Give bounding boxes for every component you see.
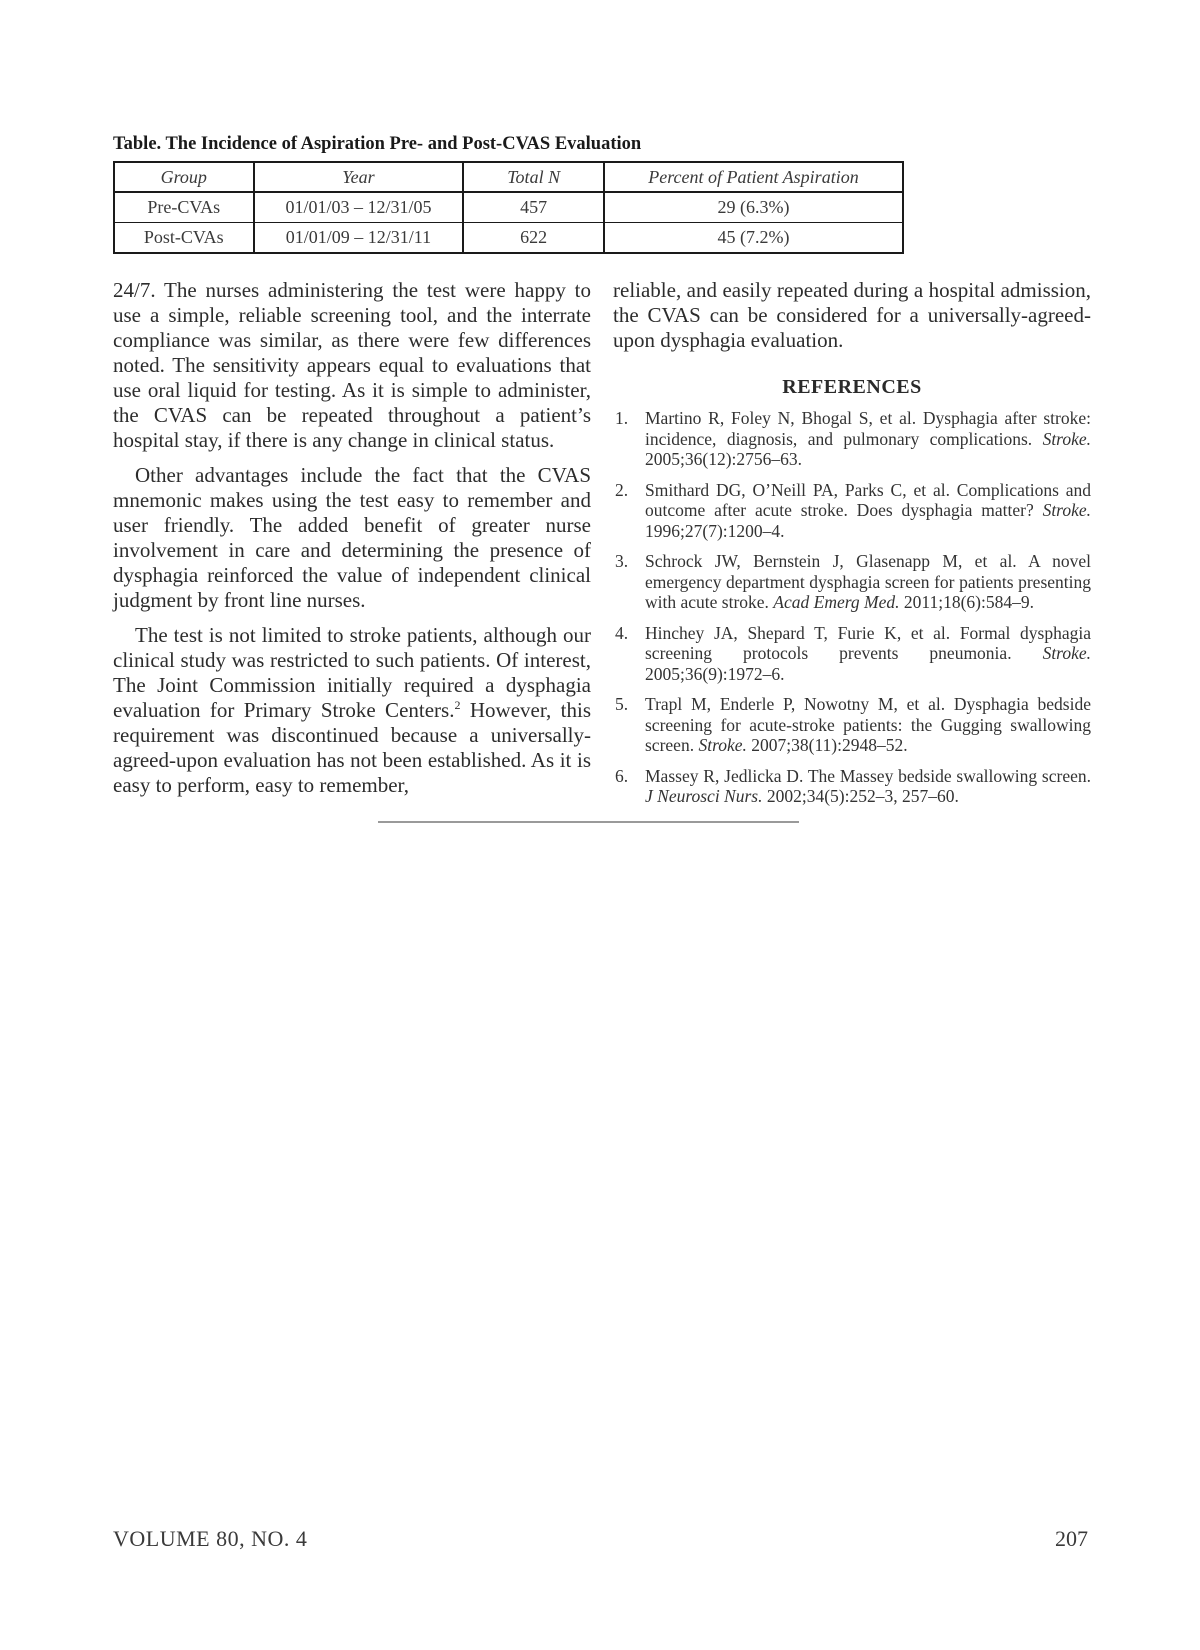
reference-journal: Acad Emerg Med.: [773, 592, 900, 612]
reference-citation: 2002;34(5):252–3, 257–60.: [762, 786, 959, 806]
reference-item: [613, 480, 1091, 542]
reference-citation: 2005;36(12):2756–63.: [645, 449, 803, 469]
table-header-row: [114, 162, 903, 192]
reference-item: [613, 408, 1091, 470]
paragraph-text: However, this requirement was discontinued because a universally-agreed-upon evaluation has not been established. As it is easy to perform, easy to remember,: [113, 698, 591, 797]
reference-text: Trapl M, Enderle P, Nowotny M, et al. Dysphagia bedside screening for acute-stroke patients: the Gugging swallowing screen.: [645, 694, 1091, 755]
reference-number: 5.: [615, 694, 629, 714]
reference-item: [613, 766, 1091, 807]
reference-number: 2.: [615, 479, 629, 500]
paragraph: Other advantages include the fact that the CVAS mnemonic makes using the test easy to remember and user friendly. The added benefit of greater nurse involvement in care and determining the presence of dysphagia reinforced the value of independent clinical judgment by front line nurses.: [113, 463, 591, 612]
reference-number: 6.: [615, 765, 629, 786]
paragraph-text: The test is not limited to stroke patients, although our clinical study was restricted to such patients. Of interest, The Joint Commission initially required a dysphagia evaluation for Primary Stroke Centers.: [113, 623, 591, 722]
reference-journal: Stroke.: [1042, 500, 1091, 520]
reference-item: [613, 694, 1091, 756]
reference-journal: Stroke.: [698, 735, 747, 755]
right-text-column: [613, 278, 1091, 817]
reference-item: [613, 551, 1091, 613]
cell-total-n: 457: [463, 192, 604, 223]
page-number: 207: [1055, 1526, 1088, 1551]
paragraph: 24/7. The nurses administering the test were happy to use a simple, reliable screening tool, and the interrate compliance was similar, as there were few differences noted. The sensitivity appears equal to evaluations that use oral liquid for testing. As it is simple to administer, the CVAS can be repeated throughout a patient’s hospital stay, if there is any change in clinical status.: [113, 278, 591, 452]
reference-citation: 2007;38(11):2948–52.: [746, 735, 908, 755]
table-row: [114, 192, 903, 223]
aspiration-table: [113, 161, 904, 254]
reference-text: Martino R, Foley N, Bhogal S, et al. Dysphagia after stroke: incidence, diagnosis, and pulmonary complications.: [645, 408, 1091, 449]
reference-text: Smithard DG, O’Neill PA, Parks C, et al. Complications and outcome after acute stroke. Does dysphagia matter?: [645, 479, 1091, 520]
references-heading: REFERENCES: [782, 376, 922, 398]
cell-total-n: 622: [463, 223, 604, 254]
reference-number: 4.: [615, 622, 629, 643]
cell-percent: 29 (6.3%): [604, 192, 903, 223]
paragraph: [113, 623, 591, 798]
cell-percent: 45 (7.2%): [604, 223, 903, 254]
paragraph: reliable, and easily repeated during a hospital admission, the CVAS can be considered for a universally-agreed-upon dysphagia evaluation.: [613, 278, 1091, 352]
reference-text: Schrock JW, Bernstein J, Glasenapp M, et al. A novel emergency department dysphagia screen for patients presenting with acute stroke.: [645, 551, 1091, 612]
table-row: [114, 223, 903, 254]
cell-year: 01/01/03 – 12/31/05: [254, 192, 464, 223]
reference-text: Massey R, Jedlicka D. The Massey bedside swallowing screen.: [645, 765, 1091, 786]
reference-journal: Stroke.: [1042, 643, 1091, 663]
reference-citation: 2011;18(6):584–9.: [899, 592, 1034, 612]
reference-item: [613, 623, 1091, 685]
cell-group: Post-CVAs: [114, 223, 254, 254]
reference-journal: J Neurosci Nurs.: [645, 786, 763, 806]
section-divider: [378, 821, 799, 823]
left-text-column: [113, 278, 591, 798]
reference-citation: 2005;36(9):1972–6.: [645, 663, 785, 684]
reference-citation: 1996;27(7):1200–4.: [645, 520, 785, 541]
header-group: Group: [114, 162, 254, 192]
citation-superscript: 2: [454, 698, 461, 712]
cell-year: 01/01/09 – 12/31/11: [254, 223, 464, 254]
header-percent-aspiration: Percent of Patient Aspiration: [604, 162, 903, 192]
cell-group: Pre-CVAs: [114, 192, 254, 223]
reference-text: Hinchey JA, Shepard T, Furie K, et al. Formal dysphagia screening protocols prevents pneumonia.: [645, 622, 1091, 663]
header-total-n: Total N: [463, 162, 604, 192]
reference-journal: Stroke.: [1042, 428, 1091, 449]
reference-number: 1.: [615, 408, 629, 428]
reference-list: [613, 408, 1091, 807]
reference-number: 3.: [615, 551, 629, 571]
header-year: Year: [254, 162, 464, 192]
table-caption: Table. The Incidence of Aspiration Pre- and Post-CVAS Evaluation: [113, 134, 642, 154]
volume-footer: VOLUME 80, NO. 4: [113, 1526, 308, 1551]
